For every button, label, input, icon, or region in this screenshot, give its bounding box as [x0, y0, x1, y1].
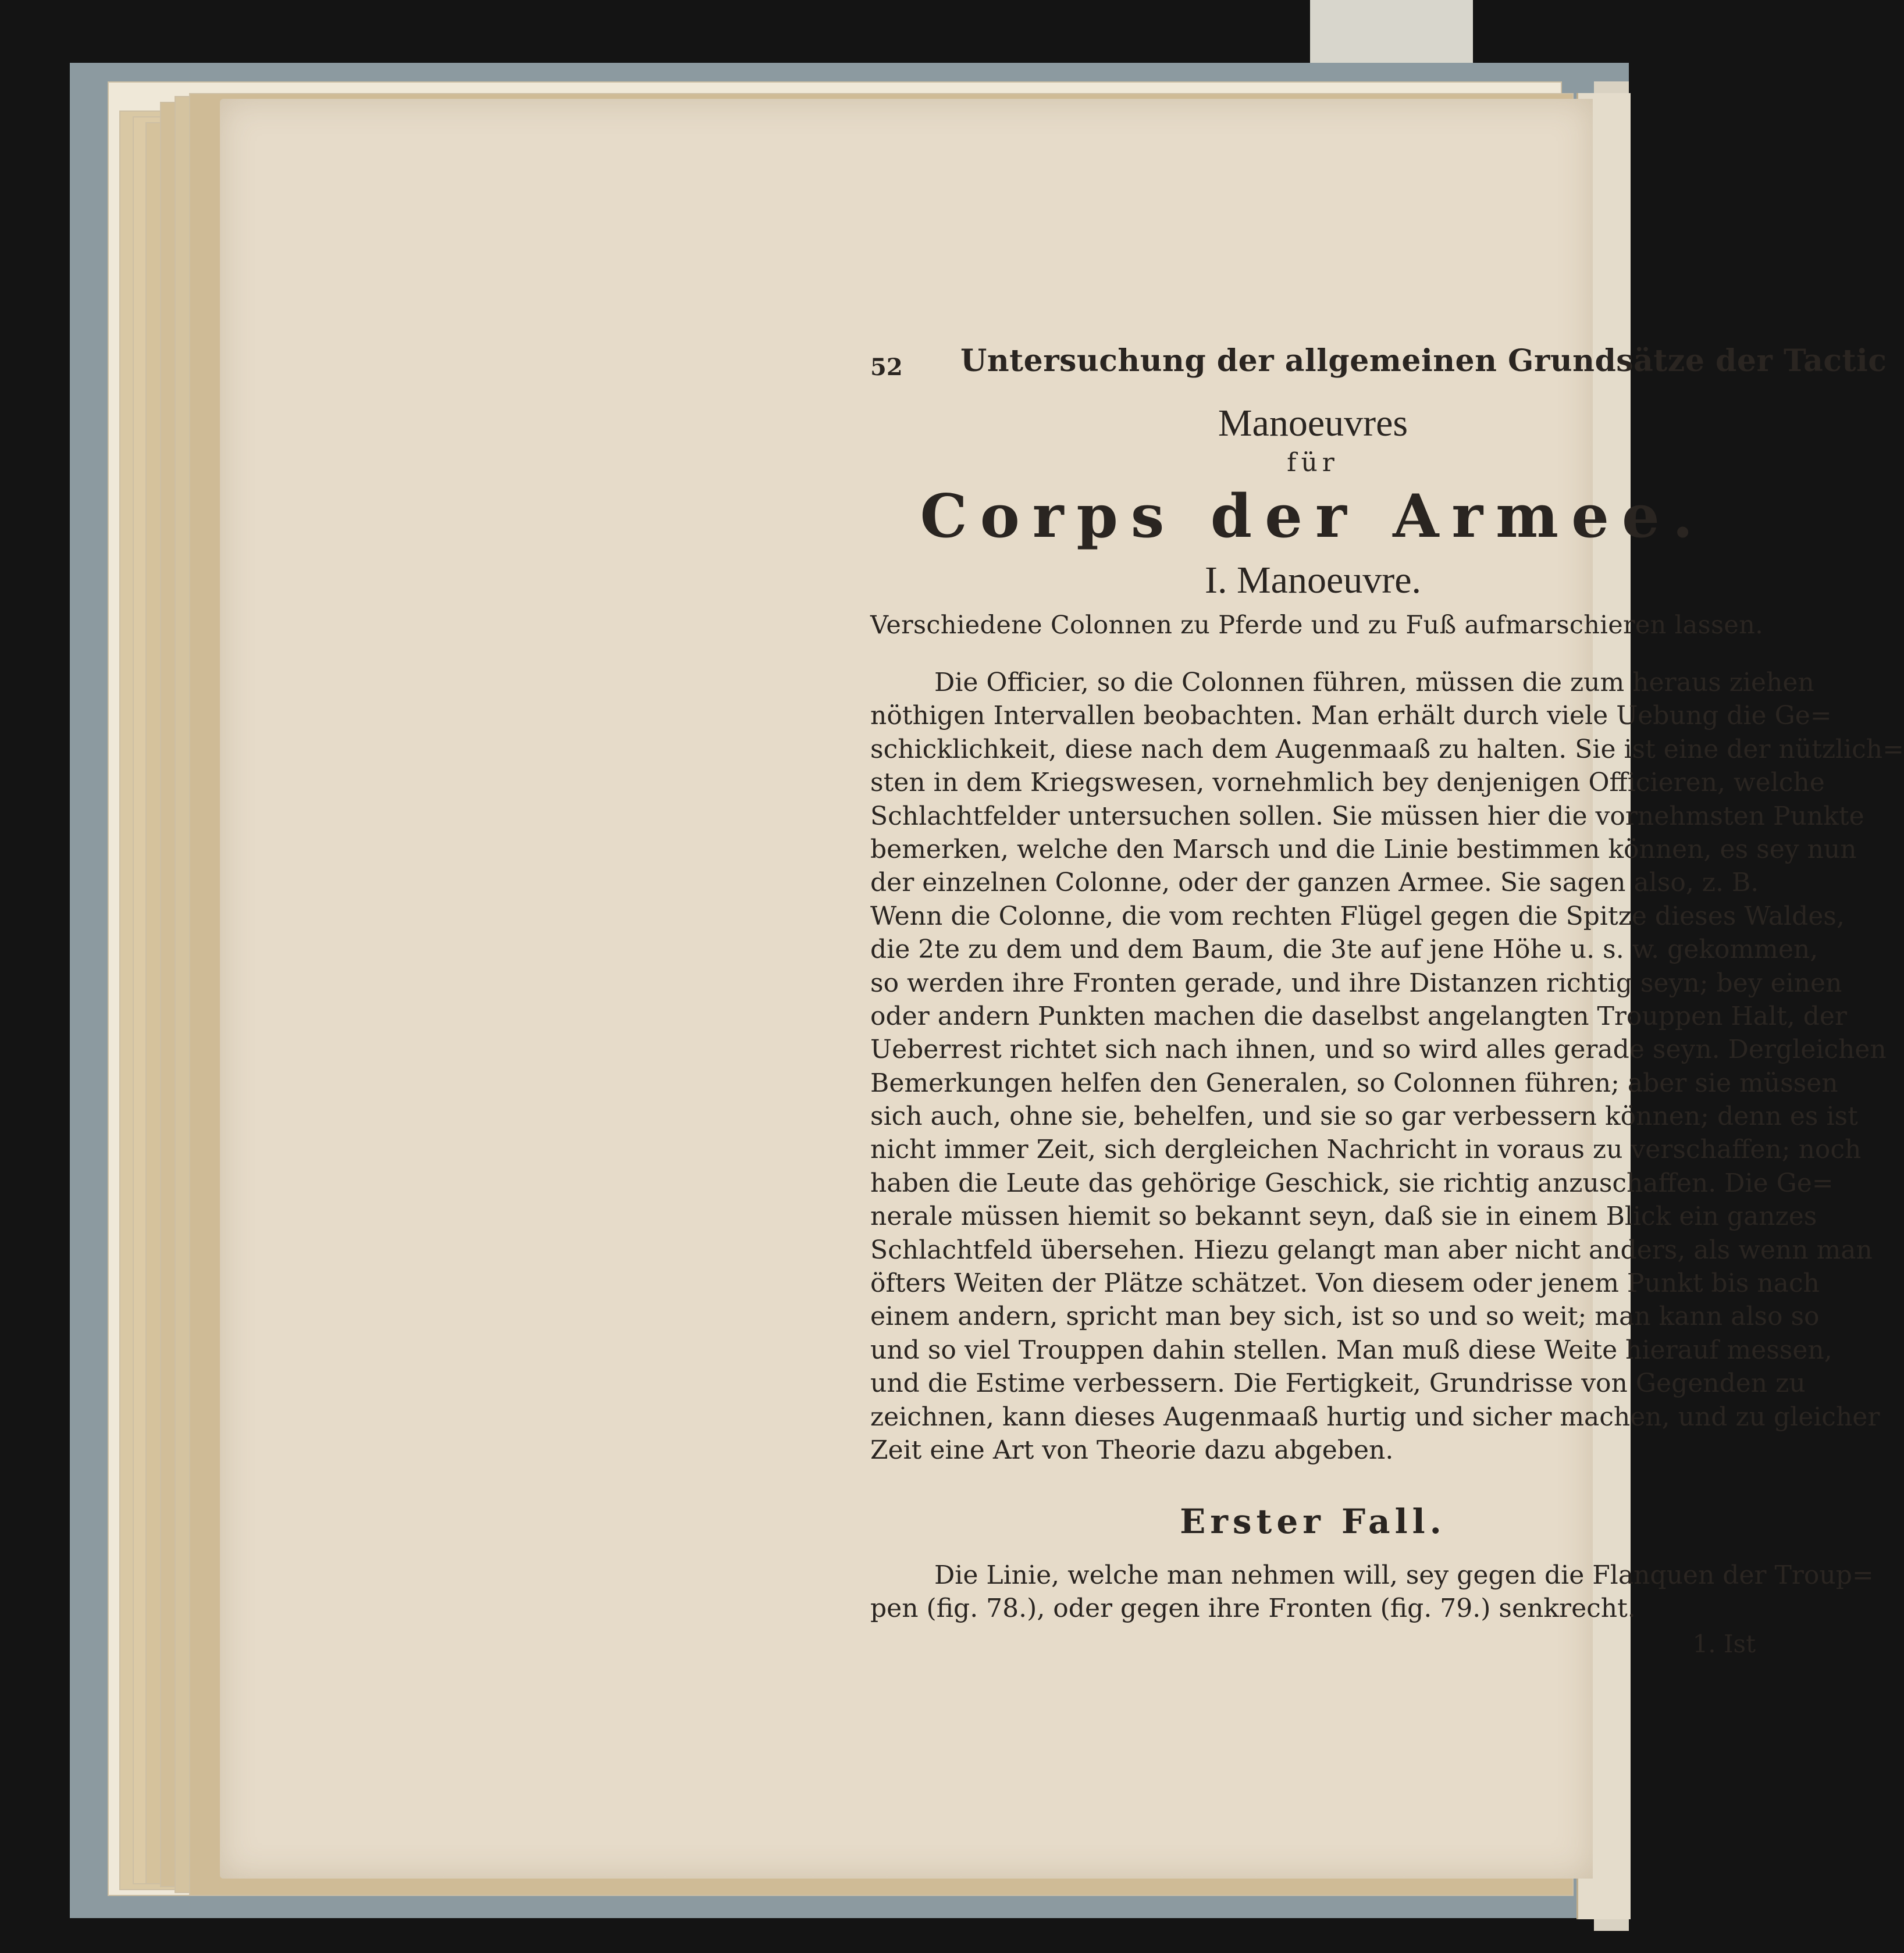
text-line: Schlachtfeld übersehen. Hiezu gelangt man aber nicht anders, als wenn man	[870, 1235, 1873, 1265]
text-line: und die Estime verbessern. Die Fertigkeit, Grundrisse von Gegenden zu	[870, 1368, 1806, 1399]
running-head-title: Untersuchung der allgemeinen Grundsätze der Tactic	[960, 343, 1887, 379]
text-line: nicht immer Zeit, sich dergleichen Nachricht in voraus zu verschaffen; noch	[870, 1135, 1862, 1165]
text-line: Zeit eine Art von Theorie dazu abgeben.	[870, 1435, 1394, 1465]
text-line: Bemerkungen helfen den Generalen, so Colonnen führen; aber sie müssen	[870, 1068, 1838, 1098]
text-line: Die Linie, welche man nehmen will, sey gegen die Flanquen der Troup=	[934, 1560, 1874, 1590]
text-line: schicklichkeit, diese nach dem Augenmaaß zu halten. Sie ist eine der nützlich=	[870, 734, 1904, 764]
paper-strip	[1310, 0, 1473, 64]
text-line: pen (fig. 78.), oder gegen ihre Fronten (fig. 79.) senkrecht.	[870, 1594, 1636, 1624]
main-title: Corps der Armee.	[920, 482, 1706, 551]
subtitle: Verschiedene Colonnen zu Pferde und zu Fuß aufmarschieren lassen.	[870, 611, 1764, 640]
subsection-title: I. Manoeuvre.	[1204, 559, 1422, 601]
text-line: öfters Weiten der Plätze schätzet. Von diesem oder jenem Punkt bis nach	[870, 1268, 1820, 1299]
text-line: zeichnen, kann dieses Augenmaaß hurtig und sicher machen, und zu gleicher	[870, 1402, 1880, 1432]
body-paragraph	[870, 666, 1904, 1467]
book-page	[220, 99, 1904, 1879]
text-line: nerale müssen hiemit so bekannt seyn, daß sie in einem Blick ein ganzes	[870, 1202, 1817, 1232]
text-line: der einzelnen Colonne, oder der ganzen Armee. Sie sagen also, z. B.	[870, 868, 1759, 898]
text-line: die 2te zu dem und dem Baum, die 3te auf jene Höhe u. s. w. gekommen,	[870, 935, 1818, 965]
catchword: 1. Ist	[1692, 1630, 1756, 1658]
text-line: sten in dem Kriegswesen, vornehmlich bey denjenigen Officieren, welche	[870, 768, 1825, 798]
case-paragraph	[870, 1559, 1874, 1626]
text-line: Ueberrest richtet sich nach ihnen, und so wird alles gerade seyn. Dergleichen	[870, 1035, 1887, 1065]
text-line: haben die Leute das gehörige Geschick, sie richtig anzuschaffen. Die Ge=	[870, 1168, 1834, 1198]
text-line: oder andern Punkten machen die daselbst angelangten Trouppen Halt, der	[870, 1001, 1848, 1031]
text-line: Die Officier, so die Colonnen führen, müssen die zum heraus ziehen	[934, 668, 1814, 697]
text-line: nöthigen Intervallen beobachten. Man erhält durch viele Uebung die Ge=	[870, 701, 1832, 731]
text-line: einem andern, spricht man bey sich, ist so und so weit; man kann also so	[870, 1302, 1820, 1332]
text-line: Wenn die Colonne, die vom rechten Flügel gegen die Spitze dieses Waldes,	[870, 901, 1845, 931]
section-title: Manoeuvres	[1218, 402, 1408, 444]
text-line: und so viel Trouppen dahin stellen. Man muß diese Weite hierauf messen,	[870, 1335, 1832, 1365]
text-line: Schlachtfelder untersuchen sollen. Sie müssen hier die vornehmsten Punkte	[870, 801, 1864, 831]
page-number: 52	[870, 354, 903, 381]
text-line: sich auch, ohne sie, behelfen, und sie so gar verbessern können; denn es ist	[870, 1102, 1858, 1132]
text-line: so werden ihre Fronten gerade, und ihre Distanzen richtig seyn; bey einen	[870, 968, 1842, 998]
text-line: bemerken, welche den Marsch und die Linie bestimmen können, es sey nun	[870, 834, 1857, 864]
title-connector: für	[1287, 448, 1339, 477]
running-head	[870, 336, 1887, 400]
case-heading: Erster Fall.	[1180, 1502, 1446, 1541]
